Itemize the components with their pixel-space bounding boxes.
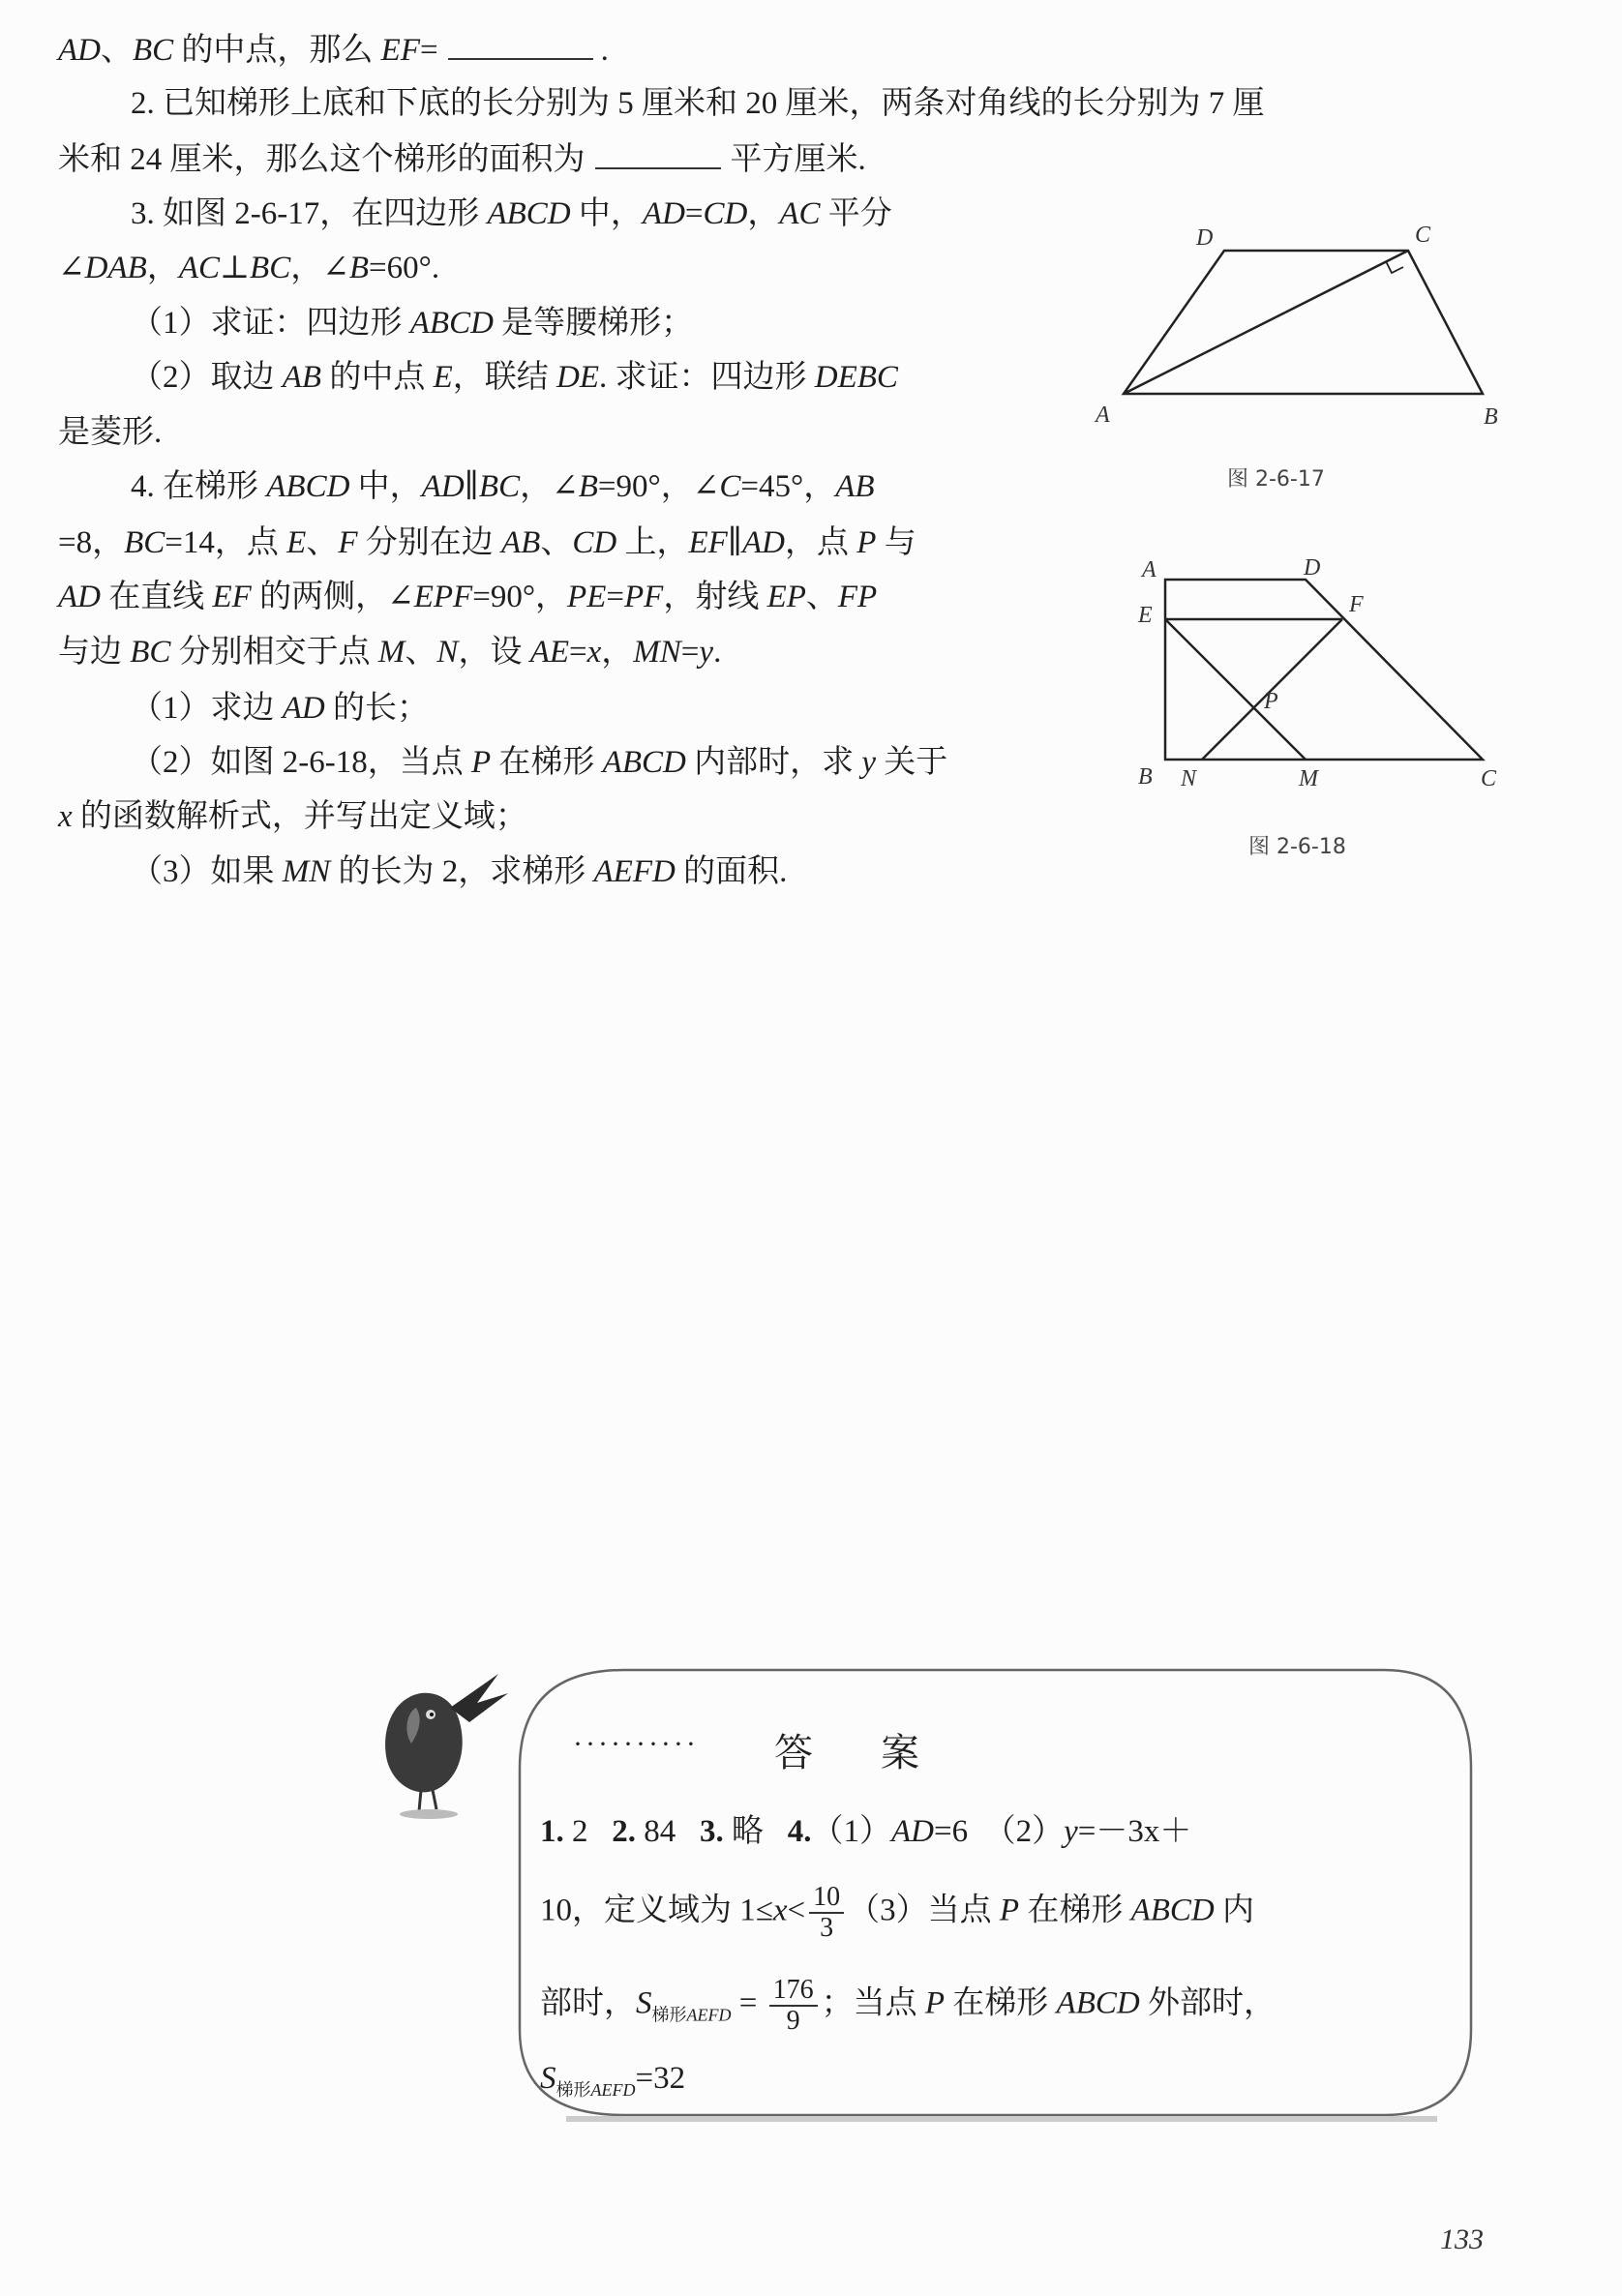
- text: ；当点 P 在梯形 ABCD 外部时，: [821, 1985, 1276, 2021]
- problem-3-line-2: ∠DAB，AC⊥BC，∠B=60°.: [58, 251, 440, 285]
- label-c2: C: [1481, 766, 1497, 791]
- problem-4-part-2: （2）如图 2-6-18，当点 P 在梯形 ABCD 内部时，求 y 关于: [131, 745, 948, 780]
- answer-line-1: [540, 1812, 1191, 1851]
- label-f: F: [1349, 592, 1364, 617]
- problem-4-part-2-end: x 的函数解析式，并写出定义域；: [58, 799, 527, 834]
- label-b: B: [1484, 404, 1498, 430]
- numerator: 176: [769, 1976, 818, 2007]
- answer-3: 略: [723, 1814, 788, 1849]
- label-b2: B: [1138, 764, 1153, 790]
- label-m: M: [1299, 766, 1318, 791]
- text: S: [540, 2061, 556, 2096]
- text: 米和 24 厘米，那么这个梯形的面积为: [58, 142, 586, 177]
- answer-2: 84: [636, 1814, 700, 1849]
- answer-line-2: [540, 1883, 1254, 1943]
- answer-num-4: 4.: [787, 1814, 812, 1849]
- quadrilateral-abcd: [1124, 251, 1483, 394]
- figure-2-6-17: [1124, 251, 1483, 394]
- fraction-10-3: [809, 1883, 844, 1943]
- page-number: 133: [1440, 2223, 1484, 2255]
- label-n: N: [1181, 766, 1197, 791]
- period: .: [600, 33, 609, 68]
- problem-3-part-2-end: 是菱形.: [58, 415, 163, 450]
- subscript: 梯形AEFD: [651, 2005, 732, 2025]
- problem-3-part-1: （1）求证：四边形 ABCD 是等腰梯形；: [131, 306, 694, 341]
- problem-3-part-2: （2）取边 AB 的中点 E，联结 DE. 求证：四边形 DEBC: [131, 360, 898, 395]
- problem-2-line-1: 2. 已知梯形上底和下底的长分别为 5 厘米和 20 厘米，两条对角线的长分别为 7 厘: [131, 86, 1265, 121]
- trapezoid-abcd: [1165, 580, 1483, 760]
- answer-num-2: 2.: [612, 1814, 636, 1849]
- answer-line-4: [540, 2059, 685, 2109]
- problem-4-part-1: （1）求边 AD 的长；: [131, 691, 429, 726]
- problem-4-part-3: （3）如果 MN 的长为 2，求梯形 AEFD 的面积.: [131, 854, 788, 889]
- answer-num-3: 3.: [700, 1814, 724, 1849]
- label-a2: A: [1142, 557, 1156, 582]
- label-d: D: [1196, 225, 1214, 251]
- problem-4-line-3: AD 在直线 EF 的两侧，∠EPF=90°，PE=PF，射线 EP、FP: [58, 580, 878, 614]
- problem-3-line-1: 3. 如图 2-6-17，在四边形 ABCD 中，AD=CD，AC 平分: [131, 196, 892, 231]
- text: 部时，S: [540, 1985, 652, 2021]
- answer-num-1: 1.: [540, 1814, 564, 1849]
- label-d2: D: [1304, 555, 1321, 581]
- equals: =: [731, 1985, 766, 2021]
- answer-1: 2: [563, 1814, 613, 1849]
- figure-caption-2-6-18: 图 2-6-18: [1248, 835, 1346, 859]
- text: AD、BC 的中点，那么 EF=: [58, 33, 438, 68]
- answer-title: 答案: [774, 1731, 987, 1775]
- diagonal-ac: [1124, 251, 1408, 394]
- answer-4: （1）AD=6 （2）y=－3x＋: [811, 1814, 1192, 1849]
- title-dots: ··········: [573, 1728, 699, 1760]
- denominator: 3: [820, 1913, 834, 1943]
- problem-4-line-1: 4. 在梯形 ABCD 中，AD∥BC，∠B=90°，∠C=45°，AB: [131, 469, 875, 504]
- problem-4-line-2: =8，BC=14，点 E、F 分别在边 AB、CD 上，EF∥AD，点 P 与: [58, 525, 916, 560]
- fraction-176-9: [769, 1976, 818, 2036]
- text: （3）当点 P 在梯形 ABCD 内: [848, 1893, 1254, 1928]
- bird-mascot-icon: [363, 1655, 518, 1829]
- label-a: A: [1096, 403, 1110, 428]
- problem-4-line-4: 与边 BC 分别相交于点 M、N，设 AE=x，MN=y.: [58, 635, 722, 670]
- text: 10，定义域为 1≤x<: [540, 1893, 806, 1928]
- right-angle-mark: [1386, 261, 1403, 273]
- figures: [0, 0, 1622, 968]
- label-e: E: [1138, 603, 1153, 628]
- label-c: C: [1415, 223, 1431, 248]
- subscript: 梯形AEFD: [556, 2080, 636, 2100]
- figure-caption-2-6-17: 图 2-6-17: [1227, 467, 1325, 492]
- label-p: P: [1264, 689, 1278, 714]
- denominator: 9: [786, 2006, 800, 2036]
- text: =32: [635, 2061, 686, 2096]
- numerator: 10: [809, 1883, 844, 1914]
- ray-ep: [1165, 619, 1306, 760]
- text: 平方厘米.: [730, 142, 866, 177]
- answer-line-3: [540, 1976, 1276, 2036]
- figure-2-6-18: [1165, 580, 1483, 760]
